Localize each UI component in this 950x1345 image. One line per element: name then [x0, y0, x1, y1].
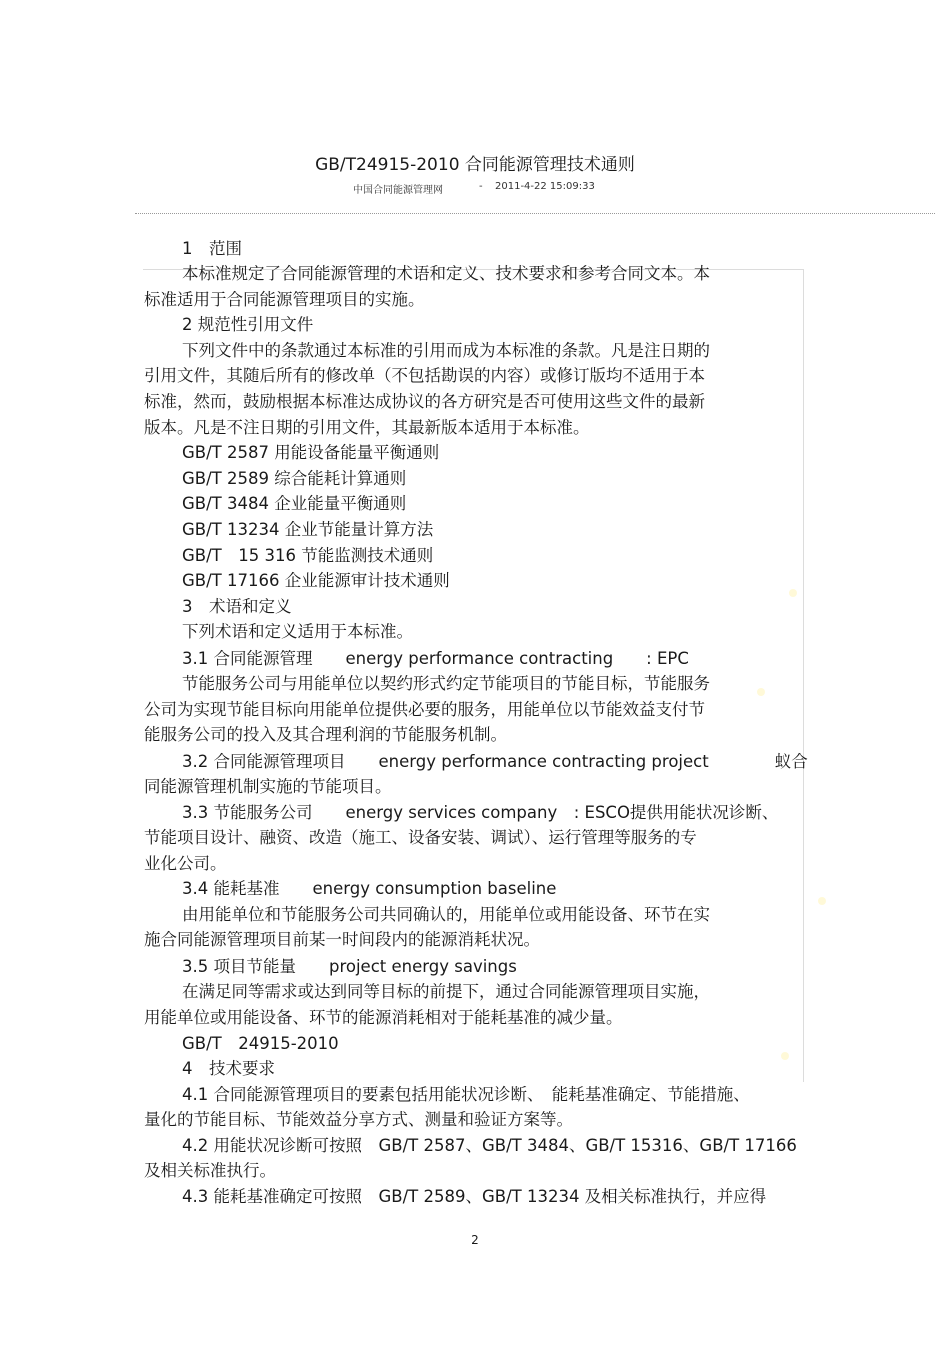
- reference-item: GB/T 2587 用能设备能量平衡通则: [182, 443, 440, 462]
- term-heading: 3.4 能耗基准 energy consumption baseline: [182, 879, 557, 898]
- document-title: GB/T24915-2010 合同能源管理技术通则: [315, 155, 635, 175]
- text-line: 在满足同等需求或达到同等目标的前提下，通过合同能源管理项目实施，: [182, 982, 710, 1001]
- reference-item: GB/T 13234 企业节能量计算方法: [182, 520, 434, 539]
- text-line: 4.3 能耗基准确定可按照 GB/T 2589、GB/T 13234 及相关标准执行，并应得: [182, 1187, 767, 1206]
- reference-item: GB/T 17166 企业能源审计技术通则: [182, 571, 450, 590]
- term-heading: 3.5 项目节能量 project energy savings: [182, 957, 517, 976]
- text-line: 由用能单位和节能服务公司共同确认的，用能单位或用能设备、环节在实: [182, 905, 710, 924]
- header-divider: [135, 213, 935, 214]
- page-number: 2: [471, 1233, 479, 1247]
- scan-artifact: [757, 688, 765, 696]
- reference-item: GB/T 2589 综合能耗计算通则: [182, 469, 407, 488]
- text-line: 业化公司。: [144, 854, 227, 873]
- publish-datetime: 2011-4-22 15:09:33: [495, 181, 595, 192]
- section-heading: 2 规范性引用文件: [182, 315, 314, 334]
- text-line: 下列文件中的条款通过本标准的引用而成为本标准的条款。凡是注日期的: [182, 341, 710, 360]
- text-line: 同能源管理机制实施的节能项目。: [144, 777, 392, 796]
- reference-item: GB/T 15 316 节能监测技术通则: [182, 546, 434, 565]
- scan-artifact: [781, 1052, 789, 1060]
- meta-separator: -: [479, 181, 483, 192]
- text-line: 节能项目设计、融资、改造（施工、设备安装、调试）、运行管理等服务的专: [144, 828, 697, 847]
- term-heading: 3.2 合同能源管理项目 energy performance contracting project 蚁合: [182, 752, 808, 771]
- section-heading: 1 范围: [182, 239, 242, 258]
- text-line: 4.2 用能状况诊断可按照 GB/T 2587、GB/T 3484、GB/T 15316、GB/T 17166: [182, 1136, 797, 1155]
- text-line: 版本。凡是不注日期的引用文件，其最新版本适用于本标准。: [144, 418, 590, 437]
- standard-code: GB/T 24915-2010: [182, 1034, 339, 1053]
- text-line: 公司为实现节能目标向用能单位提供必要的服务，用能单位以节能效益支付节: [144, 700, 705, 719]
- text-line: 节能服务公司与用能单位以契约形式约定节能项目的节能目标，节能服务: [182, 674, 710, 693]
- scan-artifact: [818, 897, 826, 905]
- source-label: 中国合同能源管理网: [353, 185, 443, 196]
- section-heading: 4 技术要求: [182, 1059, 275, 1078]
- scan-artifact: [789, 589, 797, 597]
- text-line: 用能单位或用能设备、环节的能源消耗相对于能耗基准的减少量。: [144, 1008, 623, 1027]
- text-line: 及相关标准执行。: [144, 1161, 276, 1180]
- text-line: 本标准规定了合同能源管理的术语和定义、技术要求和参考合同文本。本: [182, 264, 710, 283]
- text-line: 4.1 合同能源管理项目的要素包括用能状况诊断、 能耗基准确定、节能措施、: [182, 1085, 750, 1104]
- text-line: 标准适用于合同能源管理项目的实施。: [144, 290, 425, 309]
- section-heading: 3 术语和定义: [182, 597, 292, 616]
- term-heading: 3.1 合同能源管理 energy performance contracting : EPC: [182, 649, 689, 668]
- text-line: 量化的节能目标、节能效益分享方式、测量和验证方案等。: [144, 1110, 573, 1129]
- text-line: 引用文件，其随后所有的修改单（不包括勘误的内容）或修订版均不适用于本: [144, 366, 705, 385]
- reference-item: GB/T 3484 企业能量平衡通则: [182, 494, 407, 513]
- text-line: 下列术语和定义适用于本标准。: [182, 622, 413, 641]
- text-line: 施合同能源管理项目前某一时间段内的能源消耗状况。: [144, 930, 540, 949]
- term-heading: 3.3 节能服务公司 energy services company : ESCO提供用能状况诊断、: [182, 803, 779, 822]
- text-line: 能服务公司的投入及其合理利润的节能服务机制。: [144, 725, 507, 744]
- text-line: 标准，然而，鼓励根据本标准达成协议的各方研究是否可使用这些文件的最新: [144, 392, 705, 411]
